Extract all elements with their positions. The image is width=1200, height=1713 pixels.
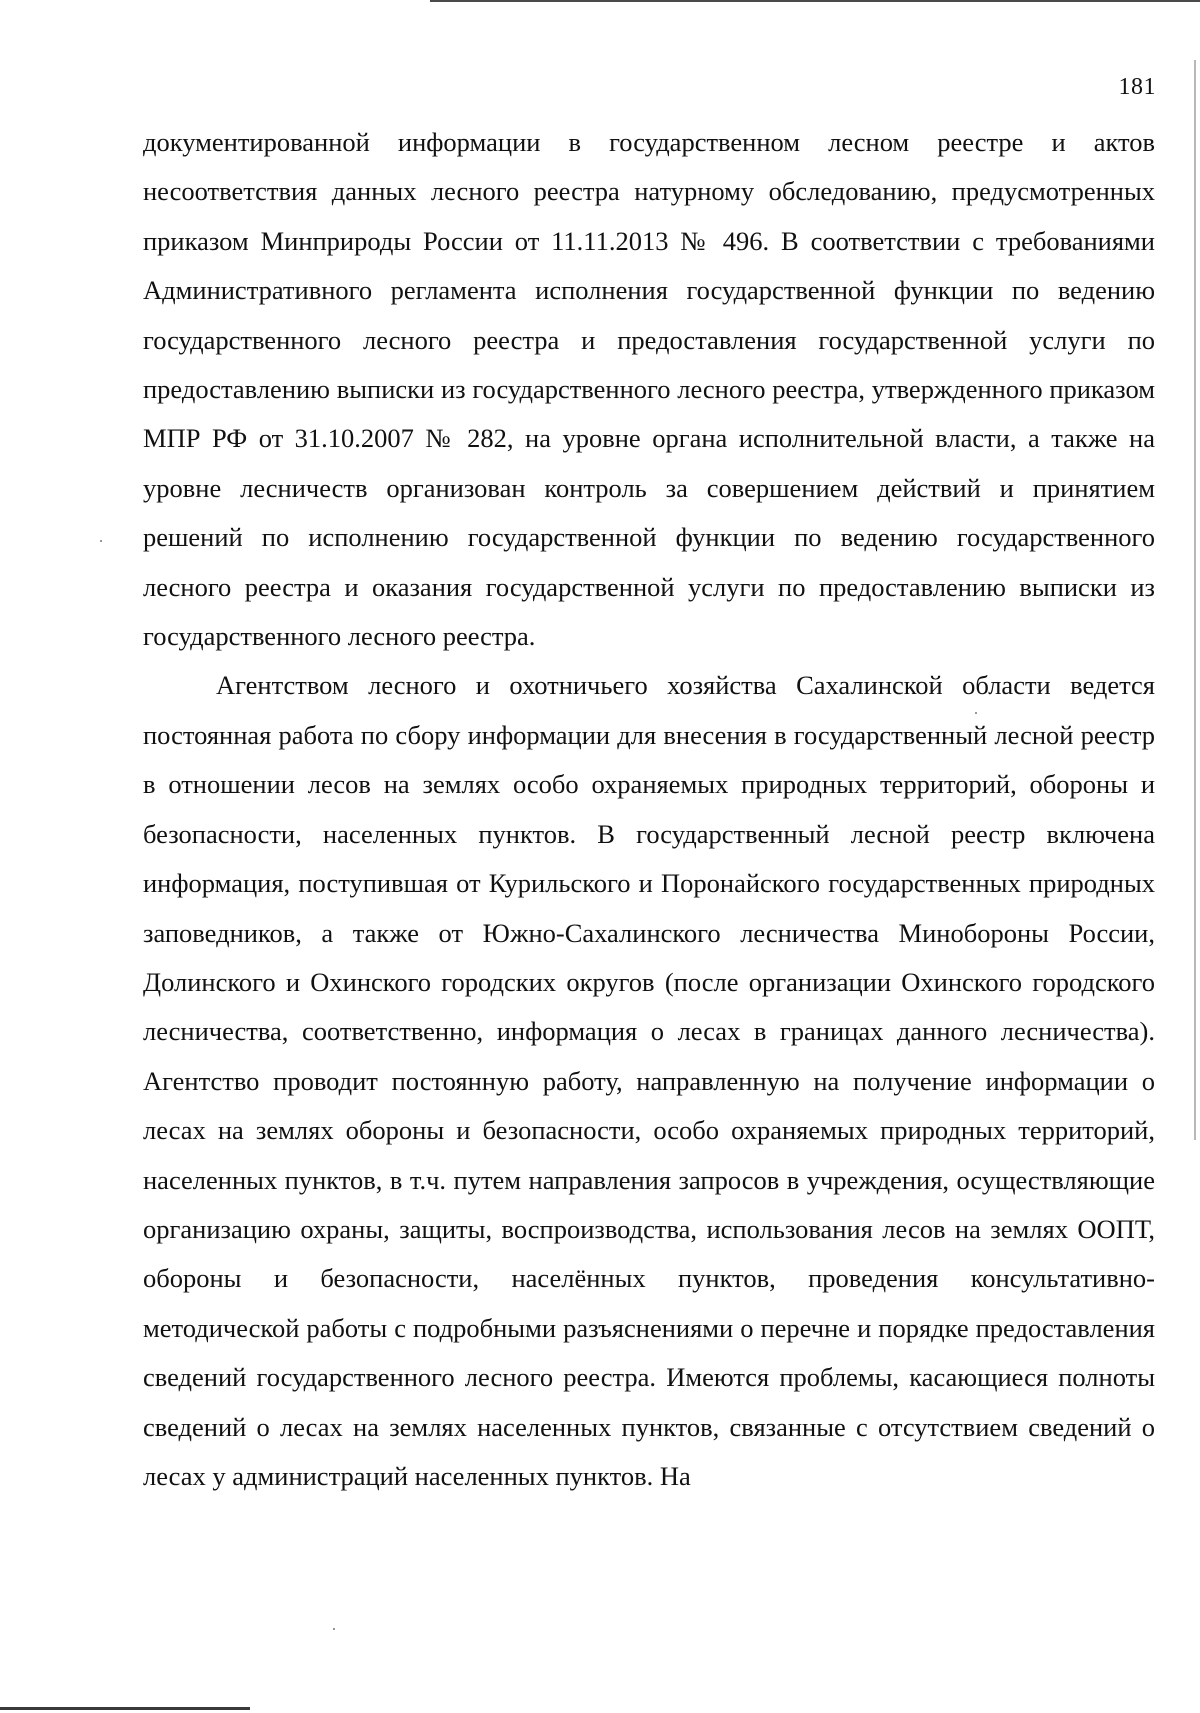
scan-speck (100, 540, 102, 542)
scan-speck (975, 712, 977, 714)
scan-speck (333, 1628, 335, 1630)
scan-edge-top (430, 0, 1200, 2)
scan-edge-right (1194, 60, 1196, 1140)
scan-edge-bottom (0, 1707, 250, 1710)
paragraph-2: Агентством лесного и охотничьего хозяйства Сахалинской области ведется постоянная работа по сбору информации для внесения в государственный лесной реестр в отношении лесов на землях особо охраняемых природных территорий, обороны и безопасности, населенных пунктов. В государственный лесной реестр включена информация, поступившая от Курильского и Поронайского государственных природных заповедников, а также от Южно-Сахалинского лесничества Минобороны России, Долинского и Охинского городских округов (после организации Охинского городского лесничества, соответственно, информация о лесах в границах данного лесничества). Агентство проводит постоянную работу, направленную на получение информации о лесах на землях обороны и безопасности, особо охраняемых природных территорий, населенных пунктов, в т.ч. путем направления запросов в учреждения, осуществляющие организацию охраны, защиты, воспроизводства, использования лесов на землях ООПТ, обороны и безопасности, населённых пунктов, проведения консультативно-методической работы с подробными разъяснениями о перечне и порядке предоставления сведений государственного лесного реестра. Имеются проблемы, касающиеся полноты сведений о лесах на землях населенных пунктов, связанные с отсутствием сведений о лесах у администраций населенных пунктов. На (143, 670, 1155, 1491)
body-text (143, 118, 1155, 1501)
paragraph-1: документированной информации в государственном лесном реестре и актов несоответствия данных лесного реестра натурному обследованию, предусмотренных приказом Минприроды России от 11.11.2013 № 496. В соответствии с требованиями Административного регламента исполнения государственной функции по ведению государственного лесного реестра и предоставления государственной услуги по предоставлению выписки из государственного лесного реестра, утвержденного приказом МПР РФ от 31.10.2007 № 282, на уровне органа исполнительной власти, а также на уровне лесничеств организован контроль за совершением действий и принятием решений по исполнению государственной функции по ведению государственного лесного реестра и оказания государственной услуги по предоставлению выписки из государственного лесного реестра. (143, 127, 1155, 652)
page-number: 181 (1118, 74, 1156, 100)
